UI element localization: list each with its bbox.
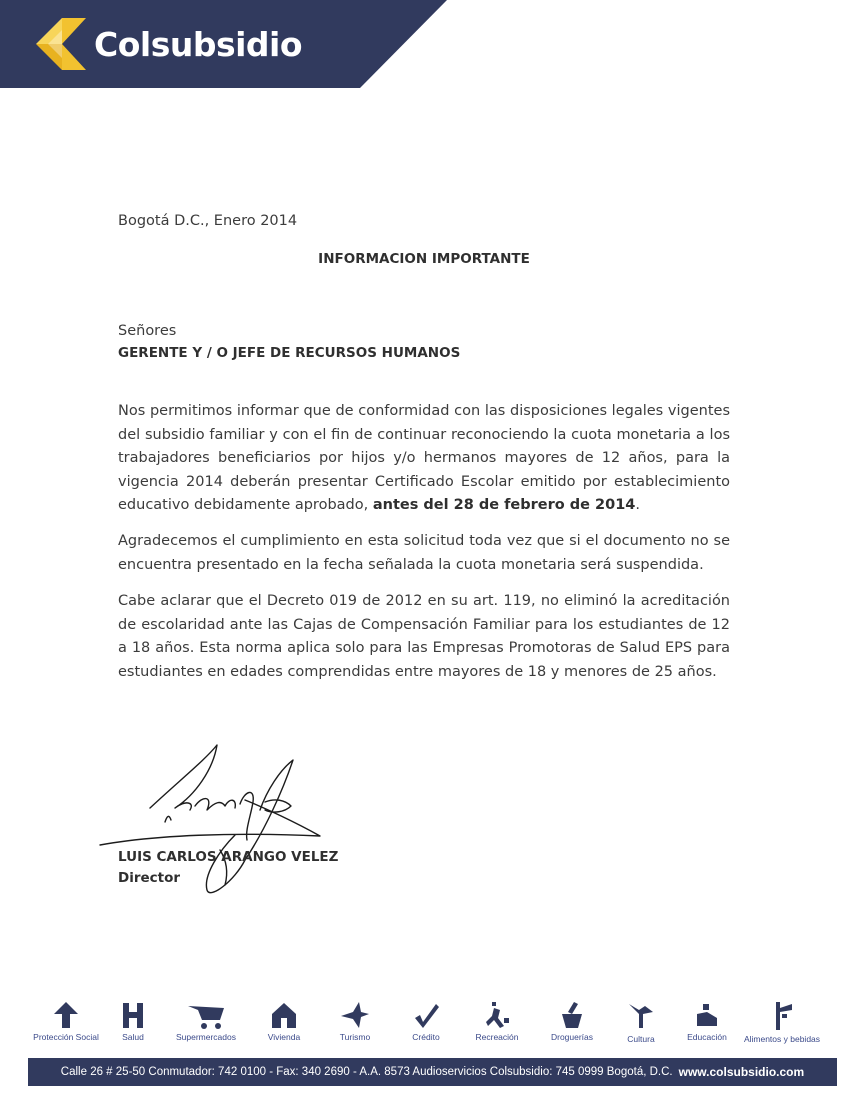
reader-icon [693,1000,721,1030]
service-supermercados[interactable] [166,1000,246,1042]
cart-icon [186,1000,226,1030]
health-icon [119,1000,147,1030]
signer-name: LUIS CARLOS ARANGO VELEZ [118,849,339,865]
service-turismo[interactable] [315,1000,395,1042]
service-label: Supermercados [175,1032,236,1042]
service-label: Alimentos y bebidas [743,1034,821,1044]
document-title: INFORMACION IMPORTANTE [318,251,530,267]
service-label: Educación [687,1032,727,1042]
footer-website-link[interactable]: www.colsubsidio.com [678,1065,805,1079]
dancer-icon [625,1000,657,1032]
mortar-icon [558,1000,586,1030]
paragraph-1-end: . [635,497,641,513]
footer-address: Calle 26 # 25-50 Conmutador: 742 0100 - Fax: 340 2690 - A.A. 8573 Audioservicios Colsubsidio: 745 0999 Bogotá, D.C. [60,1066,673,1078]
service-label: Vivienda [267,1032,301,1042]
salutation: Señores [118,323,177,339]
service-label: Protección Social [33,1032,99,1042]
services-row [30,1000,830,1056]
service-credito[interactable] [386,1000,466,1042]
paragraph-1-text: Nos permitimos informar que de conformidad con las disposiciones legales vigentes del subsidio familiar y con el fin de continuar reconociendo la cuota monetaria a los trabajadores beneficiarios por hijos y/o hermanos mayores de 12 años, para la vigencia 2014 deberán presentar Certificado Escolar emitido por establecimiento educativo debidamente aprobado, [118,403,730,513]
service-label: Salud [122,1032,144,1042]
brand-logo[interactable] [36,18,302,70]
waiter-icon [768,1000,796,1032]
runner-icon [482,1000,512,1030]
check-icon [412,1000,440,1030]
brand-name: Colsubsidio [94,24,303,64]
service-label: Cultura [627,1034,655,1044]
colsubsidio-logo-icon [36,18,86,70]
service-salud[interactable] [93,1000,173,1042]
paragraph-2: Agradecemos el cumplimiento en esta solicitud toda vez que si el documento no se encuentra presentado en la fecha señalada la cuota monetaria será suspendida. [118,533,730,573]
airplane-icon [339,1000,371,1030]
protection-icon [52,1000,80,1030]
service-label: Droguerías [550,1032,594,1042]
footer-bar [28,1058,837,1086]
service-educacion[interactable] [667,1000,747,1042]
service-droguerias[interactable] [532,1000,612,1042]
service-recreacion[interactable] [457,1000,537,1042]
service-alimentos-y-bebidas[interactable] [742,1000,822,1044]
paragraph-3: Cabe aclarar que el Decreto 019 de 2012 en su art. 119, no eliminó la acreditación de escolaridad ante las Cajas de Compensación Familiar para los estudiantes de 12 a 18 años. Esta norma aplica solo para las Empresas Promotoras de Salud EPS para estudiantes en edades comprendidas entre mayores de 18 y menores de 25 años. [118,593,730,680]
letter-date: Bogotá D.C., Enero 2014 [118,213,298,229]
paragraph-1 [118,400,730,518]
recipient: GERENTE Y / O JEFE DE RECURSOS HUMANOS [118,345,461,361]
service-label: Turismo [339,1032,371,1042]
deadline-highlight: antes del 28 de febrero de 2014 [372,497,636,513]
service-label: Crédito [412,1032,440,1042]
service-vivienda[interactable] [244,1000,324,1042]
house-icon [270,1000,298,1030]
service-label: Recreación [475,1032,519,1042]
signer-role: Director [118,870,181,886]
